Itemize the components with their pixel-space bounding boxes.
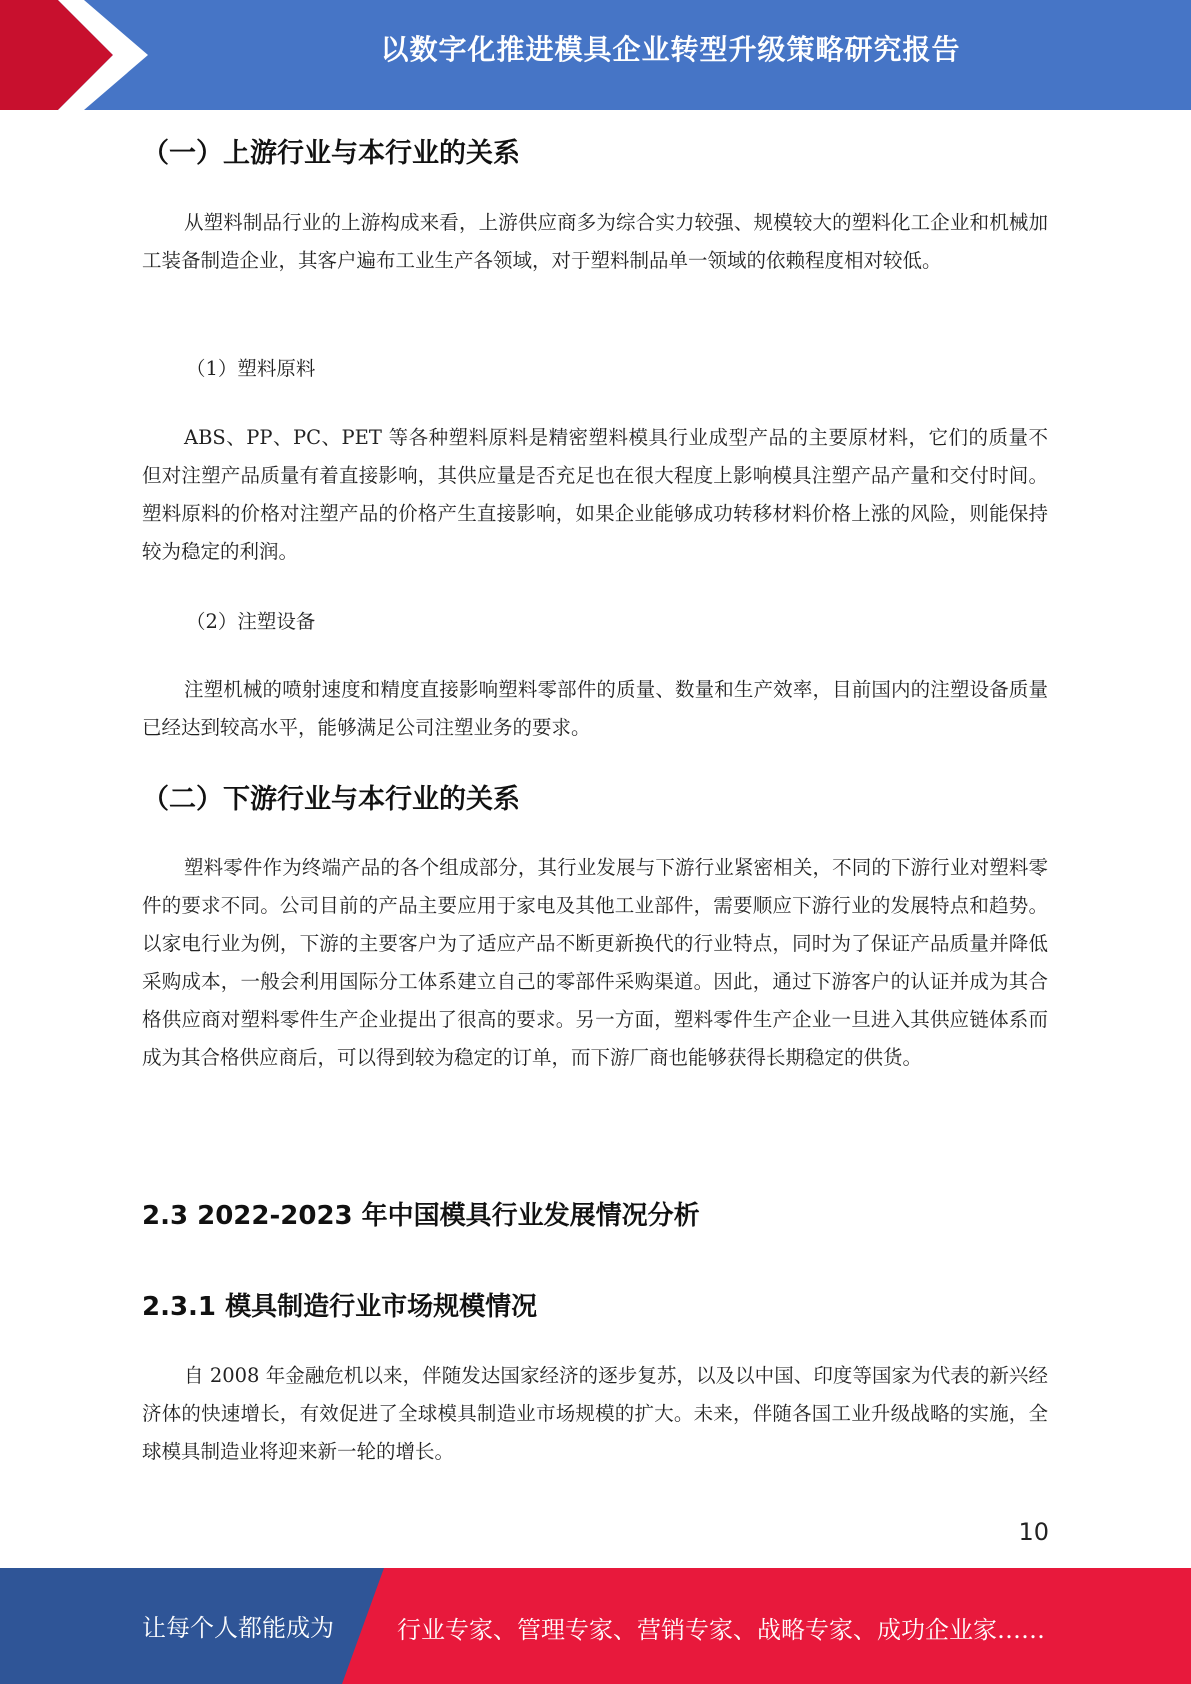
upstream-intro: 从塑料制品行业的上游构成来看，上游供应商多为综合实力较强、规模较大的塑料化工企业和机械加工装备制造企业，其客户遍布工业生产各领域，对于塑料制品单一领域的依赖程度相对较低。 <box>142 211 1048 272</box>
upstream-heading: （一）上游行业与本行业的关系 <box>142 138 520 169</box>
page-header <box>0 0 1191 110</box>
footer-slogan-left: 让每个人都能成为 <box>142 1614 334 1642</box>
plastic-material-text: ABS、PP、PC、PET 等各种塑料原料是精密塑料模具行业成型产品的主要原材料，它们的质量不但对注塑产品质量有着直接影响，其供应量是否充足也在很大程度上影响模具注塑产品产量和交付时间。塑料原料的价格对注塑产品的价格产生直接影响，如果企业能够成功转移材料价格上涨的风险，则能保持较为稳定的利润。 <box>142 426 1048 563</box>
section-2-3-heading: 2.3 2022-2023 年中国模具行业发展情况分析 <box>142 1201 700 1231</box>
page-number: 10 <box>1018 1518 1049 1546</box>
header-red-arrow <box>0 0 150 110</box>
footer-slogan-right: 行业专家、管理专家、营销专家、战略专家、成功企业家…… <box>397 1616 1045 1644</box>
section-2-3-1-heading: 2.3.1 模具制造行业市场规模情况 <box>142 1292 538 1322</box>
injection-equipment-text: 注塑机械的喷射速度和精度直接影响塑料零部件的质量、数量和生产效率，目前国内的注塑设备质量已经达到较高水平，能够满足公司注塑业务的要求。 <box>142 678 1048 739</box>
injection-equipment-title: （2）注塑设备 <box>186 610 316 633</box>
plastic-material-title: （1）塑料原料 <box>186 357 316 380</box>
downstream-text: 塑料零件作为终端产品的各个组成部分，其行业发展与下游行业紧密相关，不同的下游行业对塑料零件的要求不同。公司目前的产品主要应用于家电及其他工业部件，需要顺应下游行业的发展特点和趋势。以家电行业为例，下游的主要客户为了适应产品不断更新换代的行业特点，同时为了保证产品质量并降低采购成本，一般会利用国际分工体系建立自己的零部件采购渠道。因此，通过下游客户的认证并成为其合格供应商对塑料零件生产企业提出了很高的要求。另一方面，塑料零件生产企业一旦进入其供应链体系而成为其合格供应商后，可以得到较为稳定的订单，而下游厂商也能够获得长期稳定的供货。 <box>142 856 1048 1069</box>
market-scale-text: 自 2008 年金融危机以来，伴随发达国家经济的逐步复苏，以及以中国、印度等国家为代表的新兴经济体的快速增长，有效促进了全球模具制造业市场规模的扩大。未来，伴随各国工业升级战略的实施，全球模具制造业将迎来新一轮的增长。 <box>142 1364 1048 1463</box>
report-title: 以数字化推进模具企业转型升级策略研究报告 <box>380 33 961 66</box>
page-footer <box>0 1568 1191 1684</box>
downstream-heading: （二）下游行业与本行业的关系 <box>142 784 520 815</box>
